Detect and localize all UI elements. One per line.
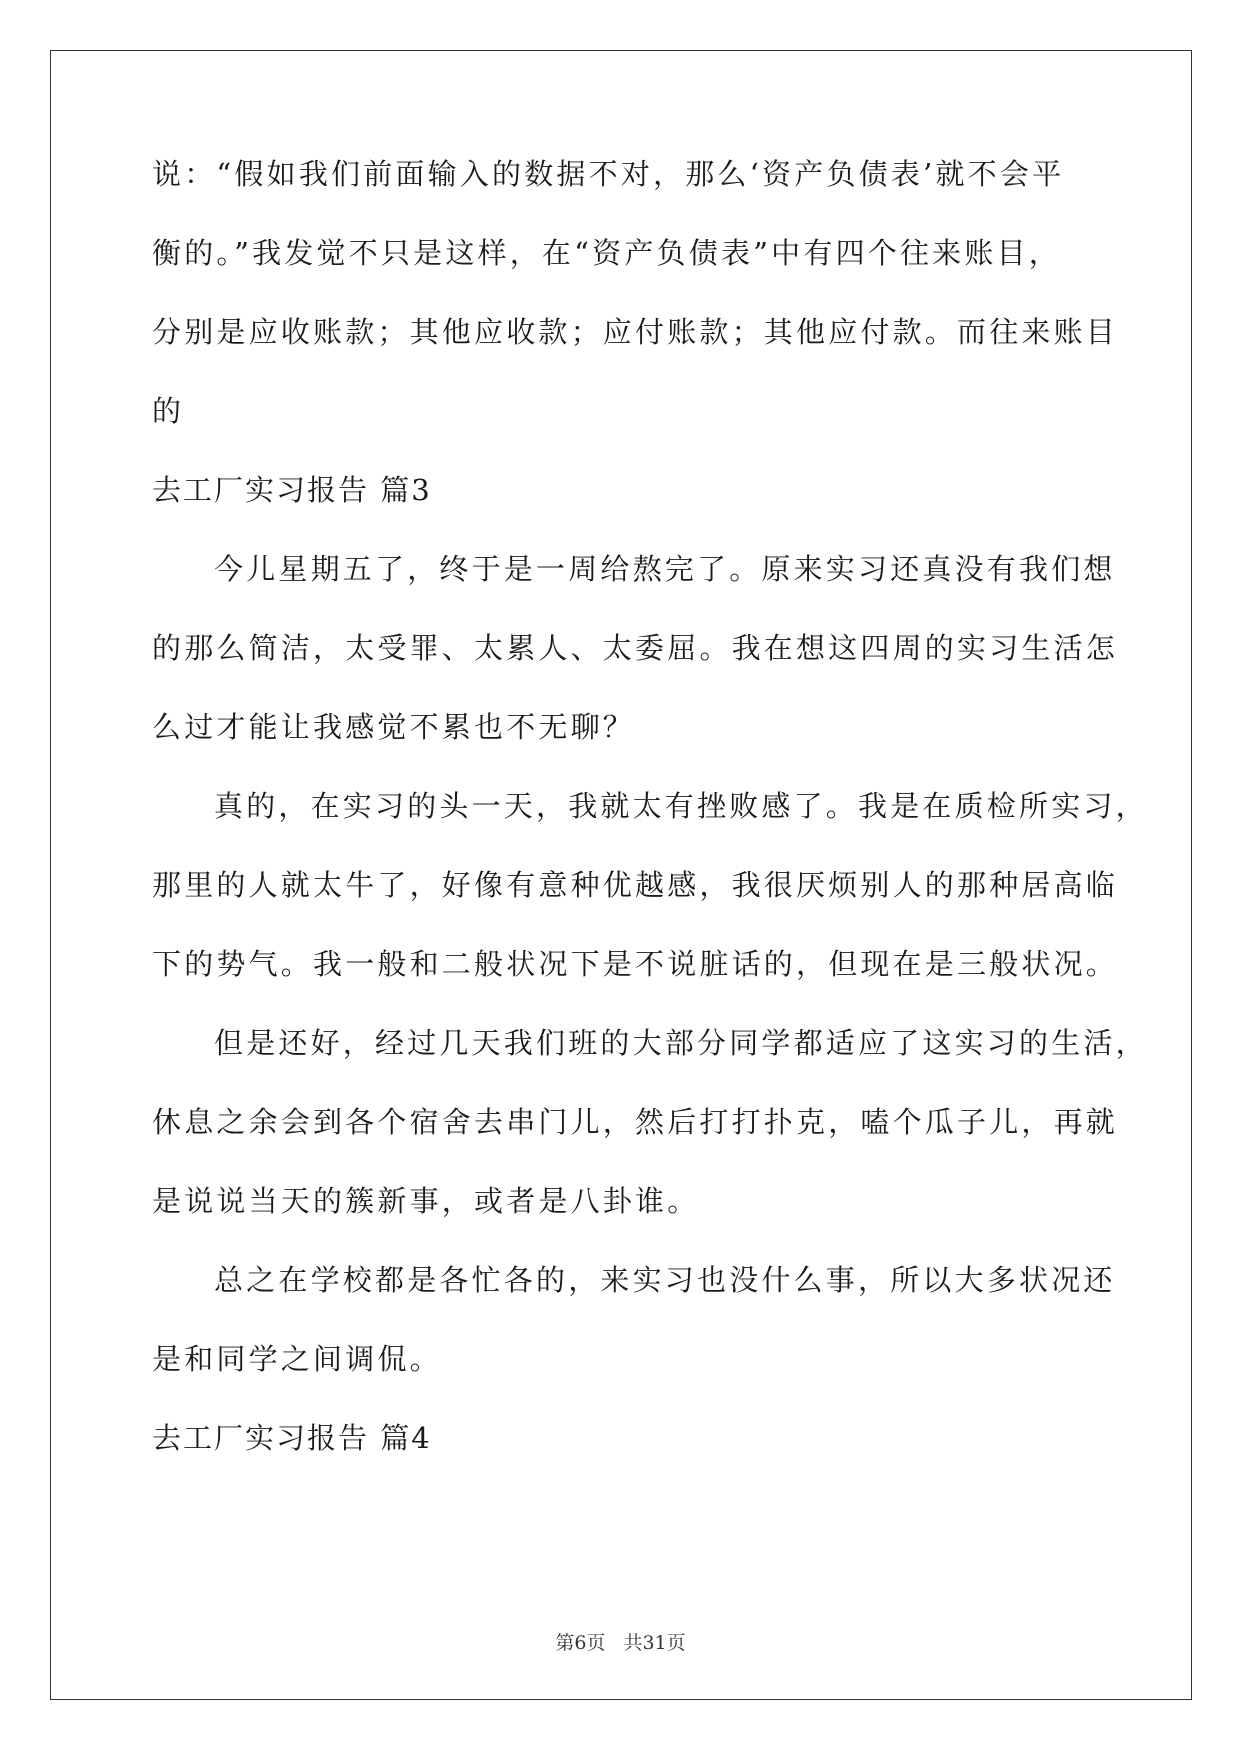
total-pages-label: 共31页 — [623, 1632, 686, 1654]
paragraph-line: 衡的。”我发觉不只是这样，在“资产负债表”中有四个往来账目， — [152, 236, 1061, 270]
paragraph-line: 说：“假如我们前面输入的数据不对，那么‘资产负债表’就不会平 — [152, 157, 1065, 191]
paragraph-line: 休息之余会到各个宿舍去串门儿，然后打打扑克，嗑个瓜子儿，再就 — [152, 1105, 1119, 1139]
paragraph-line: 的 — [152, 394, 185, 428]
paragraph-line: 真的，在实习的头一天，我就太有挫败感了。我是在质检所实习， — [214, 789, 1148, 823]
paragraph-line: 是说说当天的簇新事，或者是八卦谁。 — [152, 1184, 700, 1218]
paragraph-line: 那里的人就太牛了，好像有意种优越感，我很厌烦别人的那种居高临 — [152, 868, 1119, 902]
paragraph-line: 分别是应收账款；其他应收款；应付账款；其他应付款。而往来账目 — [152, 315, 1119, 349]
paragraph-line: 今儿星期五了，终于是一周给熬完了。原来实习还真没有我们想 — [214, 552, 1116, 586]
paragraph-line: 的那么简洁，太受罪、太累人、太委屈。我在想这四周的实习生活怎 — [152, 631, 1119, 665]
current-page-label: 第6页 — [555, 1632, 606, 1654]
paragraph-line: 下的势气。我一般和二般状况下是不说脏话的，但现在是三般状况。 — [152, 947, 1119, 981]
section-heading: 去工厂实习报告 篇3 — [152, 473, 432, 507]
section-heading: 去工厂实习报告 篇4 — [152, 1421, 432, 1455]
paragraph-line: 但是还好，经过几天我们班的大部分同学都适应了这实习的生活， — [214, 1026, 1148, 1060]
paragraph-line: 总之在学校都是各忙各的，来实习也没什么事，所以大多状况还 — [214, 1263, 1116, 1297]
paragraph-line: 么过才能让我感觉不累也不无聊？ — [152, 710, 636, 744]
document-body — [152, 157, 1148, 1503]
page-footer — [0, 1628, 1241, 1655]
paragraph-line: 是和同学之间调侃。 — [152, 1342, 442, 1376]
